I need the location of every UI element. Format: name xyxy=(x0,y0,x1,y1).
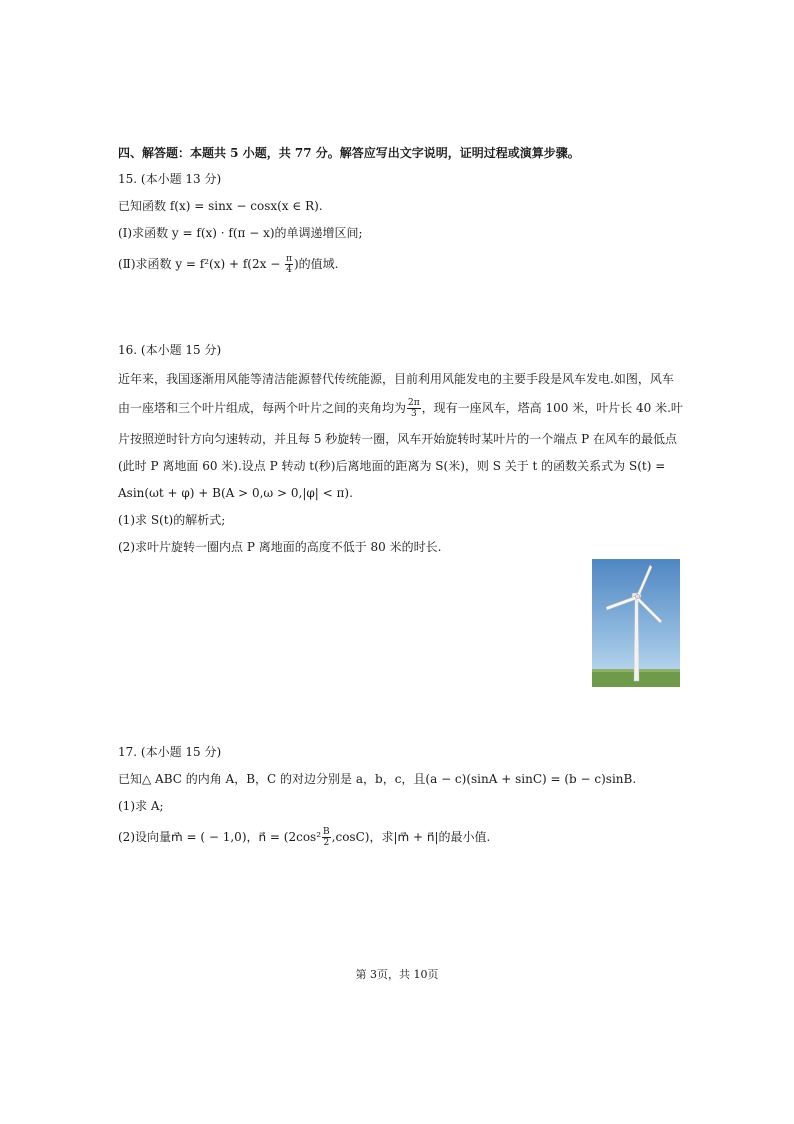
q15-intro: 已知函数 f(x) = sinx − cosx(x ∈ R). xyxy=(118,199,323,213)
q17-fraction-numerator: B xyxy=(323,827,330,837)
wind-turbine-illustration xyxy=(592,559,680,687)
q16-line2 xyxy=(118,398,683,419)
q17-intro: 已知△ ABC 的内角 A，B，C 的对边分别是 a，b，c，且(a − c)(sinA + sinC) = (b − c)sinB. xyxy=(118,772,637,786)
q17-part2-pre: (2)设向量m⃗ = ( − 1,0)，n⃗ = (2cos² xyxy=(118,830,322,844)
q15-part2-pre: (Ⅱ)求函数 y = f²(x) + f(2x − xyxy=(118,257,285,271)
q16-line2-pre: 由一座塔和三个叶片组成，每两个叶片之间的夹角均为 xyxy=(118,401,407,415)
wind-turbine-photo xyxy=(592,559,680,687)
q16-line2-post: ，现有一座风车，塔高 100 米，叶片长 40 米.叶 xyxy=(421,401,683,415)
q16-fraction-numerator: 2π xyxy=(408,398,420,408)
q16-part2: (2)求叶片旋转一圈内点 P 离地面的高度不低于 80 米的时长. xyxy=(118,540,442,554)
q17-part2 xyxy=(118,827,490,848)
q17-fraction-denominator: 2 xyxy=(323,838,330,848)
q15-part2-post: )的值域. xyxy=(294,257,339,271)
q16-fraction xyxy=(407,398,421,419)
q15-fraction xyxy=(285,254,293,275)
q16-line5: Asin(ωt + φ) + B(A > 0,ω > 0,|φ| < π). xyxy=(118,486,353,500)
q17-part2-post: ,cosC)，求|m⃗ + n⃗|的最小值. xyxy=(331,830,491,844)
q16-fraction-denominator: 3 xyxy=(410,409,417,419)
q17-fraction xyxy=(322,827,331,848)
q15-fraction-denominator: 4 xyxy=(286,265,292,275)
q16-line1: 近年来，我国逐渐用风能等清洁能源替代传统能源，目前利用风能发电的主要手段是风车发电.如图，风车 xyxy=(118,372,674,386)
section-header: 四、解答题：本题共 5 小题，共 77 分。解答应写出文字说明，证明过程或演算步骤。 xyxy=(118,146,580,160)
page-footer: 第 3页，共 10页 xyxy=(355,968,439,981)
q16-line4: (此时 P 离地面 60 米).设点 P 转动 t(秒)后离地面的距离为 S(米)，则 S 关于 t 的函数关系式为 S(t) = xyxy=(118,459,666,473)
q17-title: 17. (本小题 15 分) xyxy=(118,745,222,759)
q16-part1: (1)求 S(t)的解析式; xyxy=(118,513,226,527)
q16-line3: 片按照逆时针方向匀速转动，并且每 5 秒旋转一圈，风车开始旋转时某叶片的一个端点 P 在风车的最低点 xyxy=(118,432,677,446)
q15-title: 15. (本小题 13 分) xyxy=(118,172,222,186)
q15-part1: (Ⅰ)求函数 y = f(x) · f(π − x)的单调递增区间; xyxy=(118,226,363,240)
q15-fraction-numerator: π xyxy=(286,254,292,264)
q15-part2 xyxy=(118,254,339,275)
q16-title: 16. (本小题 15 分) xyxy=(118,343,222,357)
q17-part1: (1)求 A; xyxy=(118,799,164,813)
